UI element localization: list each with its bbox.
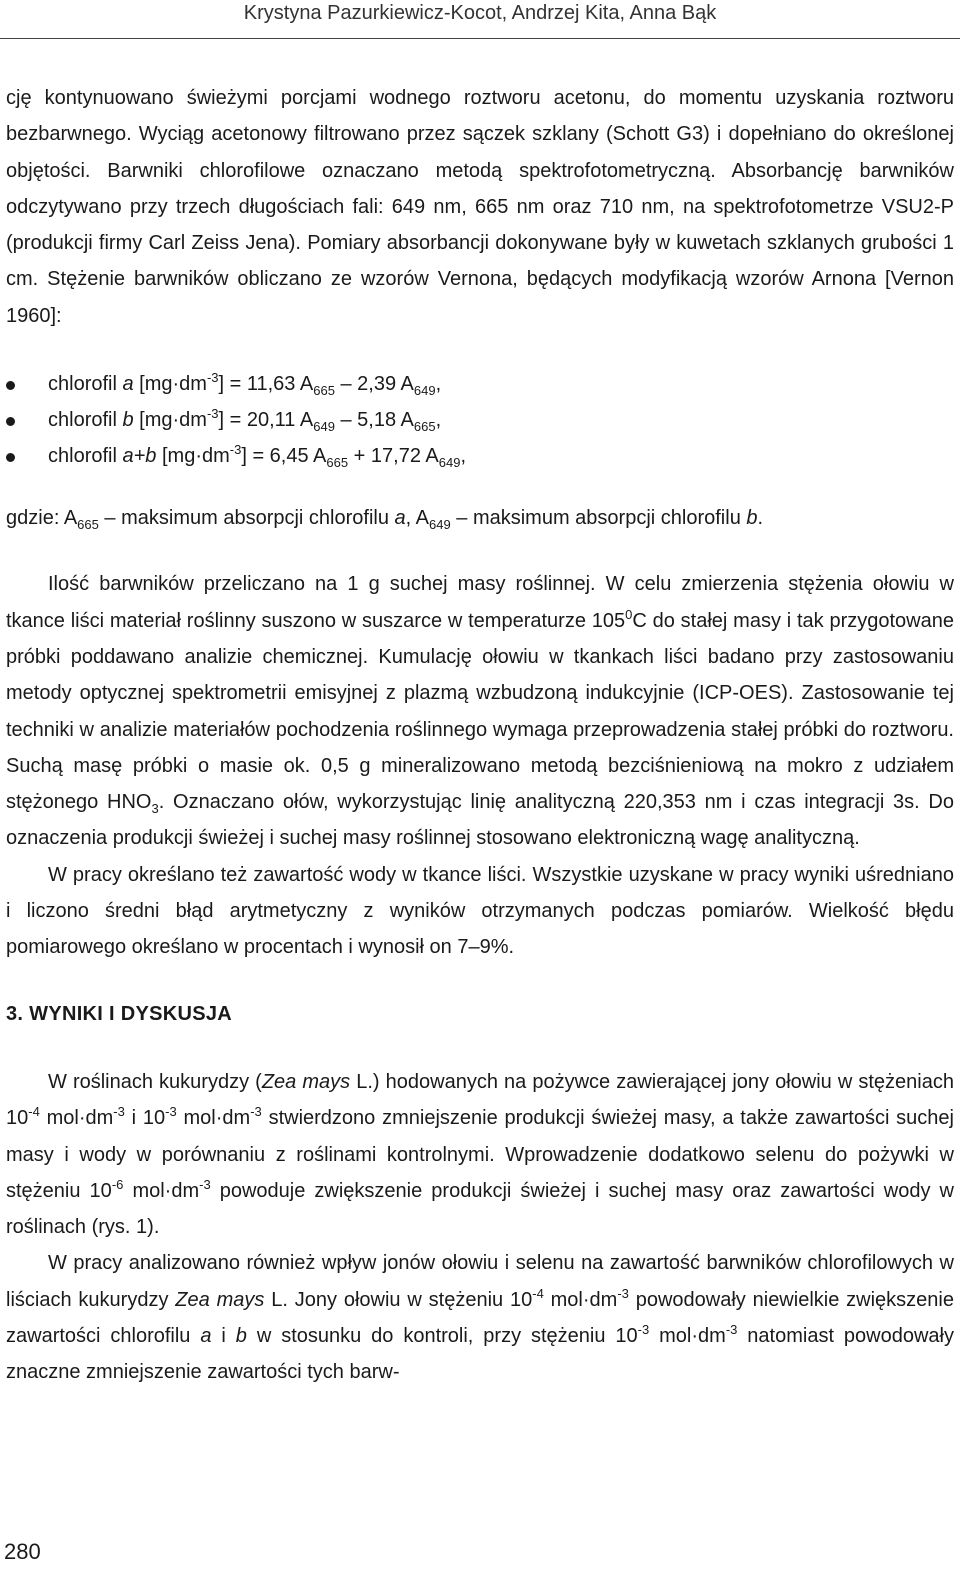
page-number (4, 1538, 41, 1566)
bullet-icon (6, 453, 15, 462)
section-heading (6, 996, 954, 1032)
formula-prefix: chlorofil (48, 409, 123, 432)
formula-unit: [mg·dm (156, 445, 230, 468)
superscript: -3 (199, 1176, 211, 1192)
legend-text: – maksimum absorpcji chlorofilu (450, 507, 747, 530)
formula-end: , (460, 445, 467, 468)
paragraph-text: powoduje zwiększenie produkcji świeżej i suchej masy oraz zawartości wody w roślinach (rys. 1). (6, 1179, 954, 1239)
formula-term: – 5,18 A (334, 409, 414, 432)
superscript: -3 (725, 1322, 738, 1338)
paragraph-text: Ilość barwników przeliczano na 1 g suchej masy roślinnej. W celu zmierzenia stężenia ołowiu w tkance liści materiał roślinny suszono w suszarce w temperaturze 105 (6, 573, 954, 632)
formula-chlorophyll-a (6, 366, 954, 402)
page-number-text: 280 (4, 1539, 41, 1564)
formula-chlorophyll-b (6, 402, 954, 438)
section-heading-text: 3. WYNIKI I DYSKUSJA (6, 1002, 233, 1025)
superscript: -6 (111, 1176, 124, 1192)
formula-subscript: 665 (413, 419, 436, 435)
paragraph-text: stwierdzono zmniejszenie produkcji świeżej masy, a także zawartości suchej masy i wody w porównaniu z roślinami kontrolnymi. Wprowadzenie dodatkowo selenu do pożywki w stężeniu 10 (6, 1107, 954, 1202)
formula-legend (6, 500, 954, 536)
superscript: -4 (28, 1104, 40, 1120)
formula-prefix: chlorofil (48, 445, 123, 468)
formula-unit-exponent: -3 (206, 370, 219, 386)
paragraph-text: C do stałej masy i tak przygotowane próbki poddawano analizie chemicznej. Kumulację ołowiu w tkankach liści badano przy zastosowaniu metody optycznej spektrometrii emisyjnej z plazmą wzbudzoną indukcyjnie (ICP-OES). Zastosowanie tej techniki w analizie materiałów pochodzenia roślinnego wymaga przeprowadzenia stałej próbki do roztworu. Suchą masę próbki o masie ok. 0,5 g mineralizowano metodą bezciśnieniową na mokro z udziałem stężonego HNO (6, 609, 954, 814)
superscript: -3 (250, 1104, 262, 1120)
paragraph-text: powodowały niewielkie zwiększenie zawartości chlorofilu (6, 1288, 954, 1348)
species-name: Zea mays (261, 1070, 351, 1093)
superscript: -3 (617, 1285, 629, 1301)
paragraph-3 (6, 857, 954, 966)
formula-subscript: 665 (326, 455, 349, 471)
paragraph-text: W roślinach kukurydzy ( (48, 1070, 262, 1093)
paragraph-5 (6, 1245, 954, 1390)
legend-symbol: b (746, 507, 758, 530)
formula-unit-exponent: -3 (229, 442, 242, 458)
formula-term: – 2,39 A (334, 373, 414, 396)
formula-symbol: a+b (122, 445, 157, 468)
paragraph-text: mol·dm (649, 1325, 726, 1348)
paragraph-text: L.) hodowanych na pożywce zawierającej jony ołowiu w stężeniach 10 (6, 1070, 954, 1130)
bullet-icon (6, 417, 15, 426)
paragraph-text: L. Jony ołowiu w stężeniu 10 (264, 1288, 533, 1311)
paragraph-text: mol·dm (39, 1107, 114, 1130)
paragraph-text: i (211, 1325, 236, 1348)
formula-chlorophyll-ab (6, 438, 954, 474)
formula-term: ] = 6,45 A (241, 445, 327, 468)
paragraph-4 (6, 1064, 954, 1245)
symbol: a (200, 1325, 212, 1348)
formula-prefix: chlorofil (48, 373, 123, 396)
paragraph-text: mol·dm (123, 1179, 200, 1202)
legend-subscript: 649 (429, 517, 451, 533)
legend-subscript: 665 (77, 517, 99, 533)
legend-text: . (757, 507, 764, 530)
paragraph-text: W pracy określano też zawartość wody w tkance liści. Wszystkie uzyskane w pracy wyniki uśredniano i liczono średni błąd arytmetyczny z wyników otrzymanych podczas pomiarów. Wielkość błędu pomiarowego określano w procentach i wynosił on 7–9%. (6, 863, 954, 959)
formula-subscript: 649 (438, 455, 461, 471)
formula-term: + 17,72 A (348, 445, 439, 468)
paragraph-text: mol·dm (176, 1107, 251, 1130)
legend-text: gdzie: A (6, 507, 78, 530)
formula-term: ] = 20,11 A (218, 409, 314, 432)
symbol: b (235, 1325, 247, 1348)
formula-subscript: 665 (313, 383, 335, 399)
subscript: 3 (151, 801, 159, 817)
formula-end: , (435, 373, 442, 396)
paragraph-1 (6, 80, 954, 334)
paragraph-text: natomiast powodowały znaczne zmniejszenie zawartości tych barw- (6, 1325, 954, 1384)
paragraph-text: . Oznaczano ołów, wykorzystując linię analityczną 220,353 nm i czas integracji 3s. Do oznaczenia produkcji świeżej i suchej masy roślinnej stosowano elektroniczną wagę analityczną. (6, 791, 954, 850)
legend-symbol: a (394, 507, 406, 530)
paragraph-text: W pracy analizowano również wpływ jonów ołowiu i selenu na zawartość barwników chlorofilowych w liściach kukurydzy (6, 1252, 954, 1311)
paragraph-text: mol·dm (543, 1288, 618, 1311)
paragraph-1-text: cję kontynuowano świeżymi porcjami wodnego roztworu acetonu, do momentu uzyskania roztworu bezbarwnego. Wyciąg acetonowy filtrowano przez sączek szklany (Schott G3) i dopełniano do określonej objętości. Barwniki chlorofilowe oznaczano metodą spektrofotometryczną. Absorbancję barwników odczytywano przy trzech długościach fali: 649 nm, 665 nm oraz 710 nm, na spektrofotometrze VSU2-P (produkcji firmy Carl Zeiss Jena). Pomiary absorbancji dokonywane były w kuwetach szklanych grubości 1 cm. Stężenie barwników obliczano ze wzorów Vernona, będących modyfikacją wzorów Arnona [Vernon 1960]: (6, 87, 954, 327)
running-header (0, 0, 960, 26)
formula-symbol: b (122, 409, 134, 432)
formula-symbol: a (122, 373, 134, 396)
formula-unit: [mg·dm (133, 409, 207, 432)
header-authors: Krystyna Pazurkiewicz-Kocot, Andrzej Kita, Anna Bąk (243, 2, 717, 24)
paragraph-text: w stosunku do kontroli, przy stężeniu 10 (246, 1325, 638, 1348)
formula-end: , (435, 409, 442, 432)
species-name: Zea mays (175, 1288, 265, 1311)
formula-subscript: 649 (313, 419, 335, 435)
formula-unit: [mg·dm (133, 373, 207, 396)
legend-text: , A (405, 507, 430, 530)
body-text (6, 80, 954, 1391)
paragraph-2 (6, 566, 954, 856)
superscript: 0 (625, 606, 633, 622)
superscript: -3 (113, 1104, 125, 1120)
bullet-icon (6, 381, 15, 390)
formula-list (6, 366, 954, 474)
superscript: -4 (532, 1285, 544, 1301)
paragraph-text: i 10 (124, 1107, 166, 1130)
superscript: -3 (637, 1322, 650, 1338)
superscript: -3 (165, 1104, 177, 1120)
legend-text: – maksimum absorpcji chlorofilu (98, 507, 395, 530)
formula-subscript: 649 (413, 383, 436, 399)
formula-unit-exponent: -3 (206, 406, 219, 422)
formula-term: ] = 11,63 A (218, 373, 314, 396)
header-rule (0, 38, 960, 39)
